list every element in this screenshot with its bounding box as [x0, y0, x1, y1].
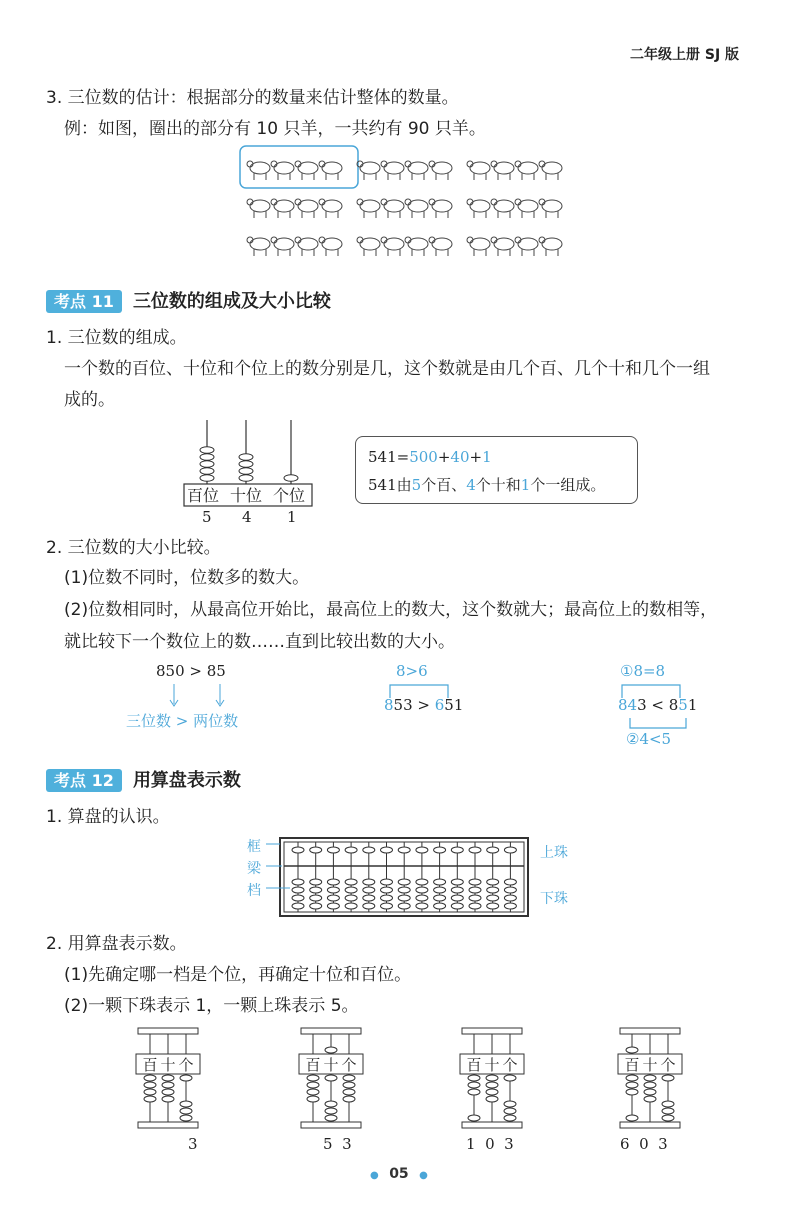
abacus-place-0: 百 — [624, 1056, 640, 1074]
dot-left-icon: ● — [370, 1170, 379, 1181]
cmp1-expr: 850 > 85 — [156, 662, 226, 680]
abacus-place-1: 十 — [323, 1056, 339, 1074]
digit-ones: 1 — [287, 508, 297, 526]
abacus-number-2: 5 3 — [323, 1135, 352, 1153]
abacus-rule-2: (2)一颗下珠表示 1，一颗上珠表示 5。 — [64, 996, 359, 1016]
cmp3-top: ①8=8 — [620, 662, 666, 680]
digit-hundreds: 5 — [202, 508, 212, 526]
abacus-place-0: 百 — [305, 1056, 321, 1074]
cmp1-note: 三位数 > 两位数 — [126, 712, 239, 730]
comparison-rule-2a: (2)位数相同时，从最高位开始比，最高位上的数大，这个数就大；最高位上的数相等， — [64, 600, 718, 620]
abacus-number-1: 3 — [188, 1135, 198, 1153]
cmp2-top: 8>6 — [396, 662, 428, 680]
cmp1-arrows — [160, 682, 240, 712]
comparison-item: 2. 三位数的大小比较。 — [46, 538, 221, 558]
section-11-title: 三位数的组成及大小比较 — [132, 291, 331, 312]
abacus-intro-item: 1. 算盘的认识。 — [46, 807, 170, 827]
upper-bead-label: 上珠 — [540, 845, 568, 861]
place-ones-label: 个位 — [273, 486, 306, 505]
small-abacus-2 — [297, 1026, 367, 1130]
abacus-place-2: 个 — [502, 1056, 518, 1074]
composition-para-2: 成的。 — [64, 390, 115, 410]
composition-item: 1. 三位数的组成。 — [46, 328, 187, 348]
comparison-rule-2b: 就比较下一个数位上的数……直到比较出数的大小。 — [64, 632, 455, 652]
abacus-place-1: 十 — [160, 1056, 176, 1074]
cmp2-expr: 853 > 651 — [384, 696, 464, 714]
abacus-number-4: 6 0 3 — [620, 1135, 668, 1153]
beam-label: 梁 — [247, 861, 261, 877]
composition-para-1: 一个数的百位、十位和个位上的数分别是几，这个数就是由几个百、几个十和几个一组 — [64, 359, 710, 379]
grade-header: 二年级上册 SJ 版 — [630, 47, 740, 63]
section-12-heading — [46, 766, 241, 792]
box-line-2: 541由5个百、4个十和1个一组成。 — [368, 476, 606, 494]
abacus-place-1: 十 — [484, 1056, 500, 1074]
cmp3-expr: 843 < 851 — [618, 696, 698, 714]
estimation-title: 3. 三位数的估计：根据部分的数量来估计整体的数量。 — [46, 88, 459, 108]
sheep-illustration — [238, 144, 568, 264]
abacus-place-0: 百 — [142, 1056, 158, 1074]
abacus-represent-item: 2. 用算盘表示数。 — [46, 934, 187, 954]
label-pointers-left — [260, 838, 300, 898]
box-line-1: 541=500+40+1 — [368, 448, 492, 466]
abacus-place-2: 个 — [178, 1056, 194, 1074]
cmp3-bottom: ②4<5 — [626, 730, 672, 748]
section-11-heading — [46, 287, 331, 313]
section-11-badge: 考点 11 — [46, 290, 122, 313]
small-abacus-3 — [458, 1026, 528, 1130]
estimation-example: 例：如图，圈出的部分有 10 只羊，一共约有 90 只羊。 — [64, 119, 486, 139]
section-12-title: 用算盘表示数 — [132, 770, 241, 791]
abacus-place-1: 十 — [642, 1056, 658, 1074]
place-hundreds-label: 百位 — [187, 486, 220, 505]
small-abacus-4 — [616, 1026, 686, 1130]
comparison-rule-1: (1)位数不同时，位数多的数大。 — [64, 568, 310, 588]
section-12-badge: 考点 12 — [46, 769, 122, 792]
big-abacus — [278, 836, 532, 920]
abacus-number-3: 1 0 3 — [466, 1135, 514, 1153]
abacus-place-2: 个 — [341, 1056, 357, 1074]
frame-label: 框 — [247, 839, 261, 855]
abacus-place-2: 个 — [660, 1056, 676, 1074]
place-tens-label: 十位 — [230, 486, 263, 505]
abacus-rule-1: (1)先确定哪一档是个位，再确定十位和百位。 — [64, 965, 412, 985]
digit-tens: 4 — [242, 508, 252, 526]
dot-right-icon: ● — [419, 1170, 428, 1181]
small-abacus-1 — [134, 1026, 204, 1130]
rod-label: 档 — [247, 883, 261, 899]
page-number: ● 05 ● — [370, 1166, 428, 1182]
abacus-place-0: 百 — [466, 1056, 482, 1074]
lower-bead-label: 下珠 — [540, 891, 568, 907]
